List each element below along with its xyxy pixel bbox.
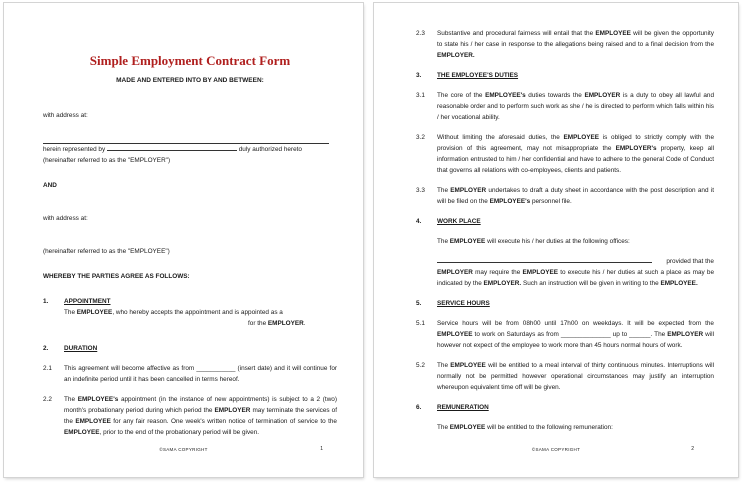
section-1-heading: 1. APPOINTMENT <box>43 298 111 305</box>
document-title: Simple Employment Contract Form <box>89 53 291 68</box>
section-1-text: The EMPLOYEE, who hereby accepts the appointment and is appointed as a <box>64 309 283 316</box>
document-page-2 <box>374 3 738 477</box>
section-5-heading: 5. SERVICE HOURS <box>416 300 490 307</box>
represented-by-line: herein represented by duly authorized hereto <box>43 146 302 153</box>
employer-address-line <box>43 135 329 144</box>
document-subtitle: MADE AND ENTERED INTO BY AND BETWEEN: <box>116 77 264 84</box>
employee-address-label: with address at: <box>43 215 88 222</box>
employee-definition: (hereinafter referred to as the "EMPLOYEE") <box>43 248 170 255</box>
section-4-heading: 4. WORK PLACE <box>416 218 481 225</box>
clause-3-2: 3.2 Without limiting the aforesaid duties, the EMPLOYEE is obliged to strictly comply with the provision of this agreement, may not misappropriate the EMPLOYER's property, keep all information entrusted to him / her confidential and have to adhere to the general Code of Conduct that governs all relations with co-employees, clients and patients. <box>416 134 714 174</box>
clause-5-1: 5.1 Service hours will be from 08h00 until 17h00 on weekdays. It will be expected from the EMPLOYEE to work on Saturdays as from ______________ up to ______. The EMPLOYER will however not expect of the employee to work more than 45 hours normal hours of work. <box>416 320 714 349</box>
clause-5-2: 5.2 The EMPLOYEE will be entitled to a meal interval of thirty continuous minutes. Interruptions will normally not be permitted however operational circumstances may justify an interruption whereupon equivalent time off will be given. <box>416 362 714 391</box>
section-6-text: The EMPLOYEE will be entitled to the following remuneration: <box>437 424 613 431</box>
section-2-heading: 2. DURATION <box>43 345 98 352</box>
clause-2-1: 2.1 This agreement will become affective as from ___________ (insert date) and it will continue for an indefinite period until it has been cancelled in terms hereof. <box>43 365 337 383</box>
document-page-1 <box>4 3 363 477</box>
clause-3-3: 3.3 The EMPLOYER undertakes to draft a duty sheet in accordance with the post description and it will be filed on the EMPLOYEE's personnel file. <box>416 187 714 205</box>
and-label: AND <box>43 182 57 189</box>
clause-2-3: 2.3 Substantive and procedural fairness will entail that the EMPLOYEE will be given the opportunity to state his / her case in response to the allegations being raised and to a final decision from the EMPLOYER. <box>416 30 714 59</box>
page-1-footer: ©SAMA COPYRIGHT <box>159 447 208 452</box>
clause-3-1: 3.1 The core of the EMPLOYEE's duties towards the EMPLOYER is a duty to obey all lawful and reasonable order and to perform such work as she / he is directed to perform which falls within his / her vocational ability. <box>416 92 714 121</box>
section-4-offices: The EMPLOYEE will execute his / her duties at the following offices: <box>437 238 630 245</box>
page-2-number: 2 <box>691 446 694 452</box>
clause-2-2: 2.2 The EMPLOYEE's appointment (in the instance of new appointments) is subject to a 2 (two) month's probationary period during which period the EMPLOYER may terminate the services of the EMPLOYEE for any fair reason. One week's written notice of termination of service to the EMPLOYEE, prior to the end of the probationary period will be given. <box>43 396 337 436</box>
section-3-heading: 3. THE EMPLOYEE'S DUTIES <box>416 72 519 79</box>
employer-address-label: with address at: <box>43 112 88 119</box>
employer-definition: (hereinafter referred to as the "EMPLOYER") <box>43 157 171 164</box>
section-4-proviso: provided that the EMPLOYER may require the EMPLOYEE to execute his / her duties at such a place as may be indicated by the EMPLOYER. Such an instruction will be given in writing to the EMPLOYEE. <box>437 258 714 287</box>
section-6-heading: 6. REMUNERATION <box>416 404 489 411</box>
page-2-footer: ©SAMA COPYRIGHT <box>531 447 581 452</box>
whereby-heading: WHEREBY THE PARTIES AGREE AS FOLLOWS: <box>43 273 190 280</box>
page-1-number: 1 <box>320 446 323 452</box>
section-1-text-cont: for the EMPLOYER. <box>248 320 306 327</box>
